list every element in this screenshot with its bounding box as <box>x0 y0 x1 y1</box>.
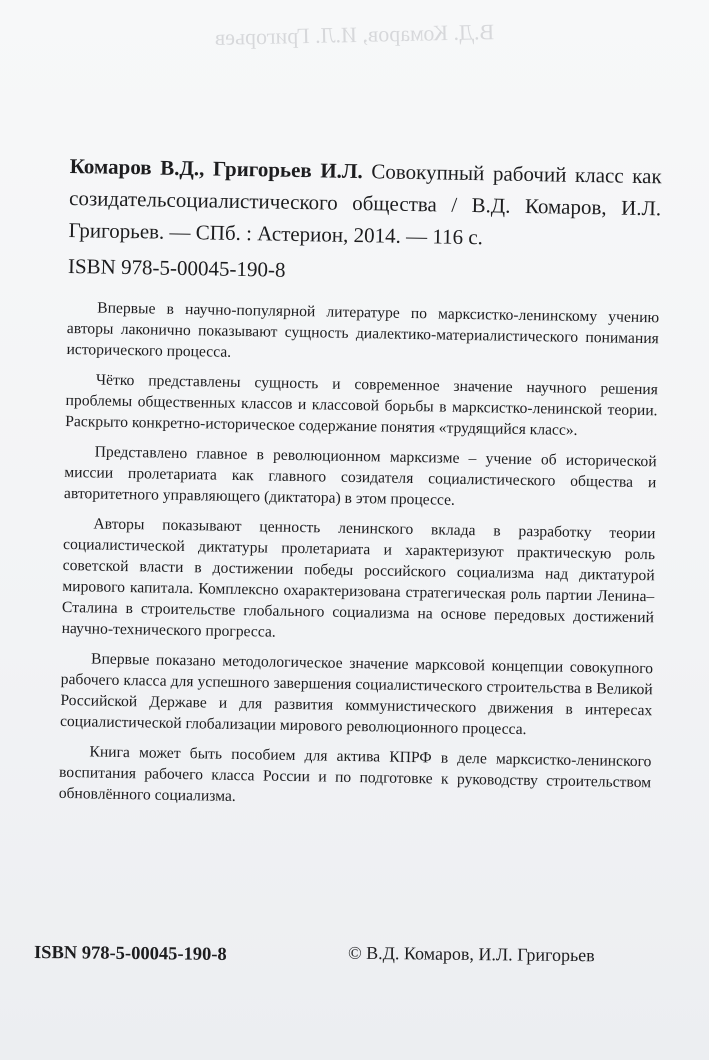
isbn-top: ISBN 978-5-00045-190-8 <box>67 253 286 282</box>
footer-isbn: ISBN 978-5-00045-190-8 <box>33 942 227 966</box>
citation-details: Совокупный рабочий класс как созидательсоциалистического общества / В.Д. Комаров, И.Л. Григорьев. — СПб. : Астерион, 2014. — 116 с. <box>68 159 662 250</box>
annotation-paragraph-5: Впервые показано методологическое значение марксовой концепции совокупного рабочего класса для успешного завершения социалистического строительства в Великой Российской Державе и для развития коммунистического движения в интересах социалистической глобализации мирового революционного процесса. <box>59 650 654 739</box>
footer-copyright: © В.Д. Комаров, И.Л. Григорьев <box>347 942 595 966</box>
annotation-paragraph-2: Чётко представлены сущность и современное значение научного решения проблемы общественных классов и классовой борьбы в марксистко-ленинской теории. Раскрыто конкретно-историческое содержание понятия «трудящийся класс». <box>65 371 659 439</box>
annotation-paragraph-1: Впервые в научно-популярной литературе по марксистко-ленинскому учению авторы лаконично показывают сущность диалектико-материалистического понимания исторического процесса. <box>66 299 660 361</box>
page-content <box>58 150 661 823</box>
bleed-through-text: В.Д. Комаров, И.Л. Григорьев <box>214 19 495 50</box>
annotation-paragraph-6: Книга может быть пособием для актива КПРФ в деле марксистко-ленинского воспитания рабочего класса России и по подготовке к руководству строительством обновлённого социализма. <box>58 743 652 805</box>
bibliographic-citation <box>68 150 662 256</box>
annotation-paragraph-4: Авторы показывают ценность ленинского вклада в разработку теории социалистической диктатуры пролетариата и характеризуют практическую роль советской власти в достижении победы российского социализма над диктатурой мирового капитала. Комплексно охарактеризована стратегическая роль партии Ленина–Сталина в строительстве глобального социализма на основе передовых достижений научно-технического прогресса. <box>61 515 656 641</box>
annotation-paragraph-3: Представлено главное в революционном марксизме – учение об исторической миссии пролетариата как главного созидателя социалистического общества и авторитетного управляющего (диктатора) в этом процессе. <box>63 443 657 509</box>
citation-authors: Комаров В.Д., Григорьев И.Л. <box>69 153 364 184</box>
